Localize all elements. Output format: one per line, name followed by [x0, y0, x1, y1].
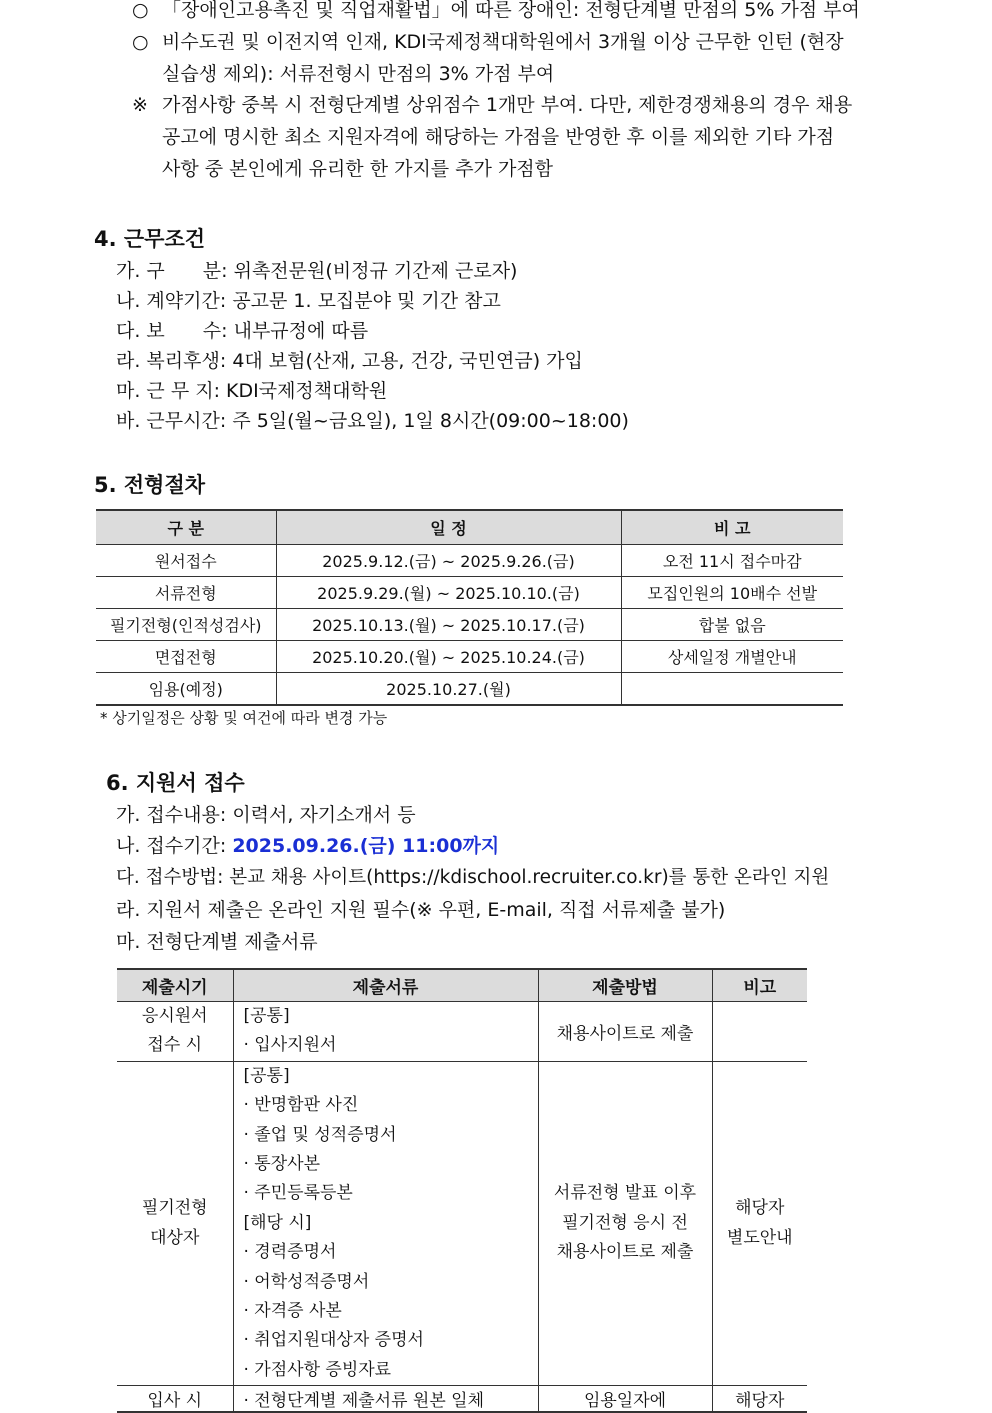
table-row: 서류전형 2025.9.29.(월) ~ 2025.10.10.(금) 모집인원의 10배수 선발: [96, 577, 843, 609]
work-condition-item: 가. 구 분: 위촉전문원(비정규 기간제 근로자): [116, 260, 518, 282]
header-note: 비 고: [621, 510, 843, 545]
application-item: 라. 지원서 제출은 온라인 지원 필수(※ 우편, E-mail, 직접 서류제출 불가): [116, 899, 726, 921]
bullet-circle-icon: ○: [132, 31, 149, 53]
schedule-footnote: * 상기일정은 상황 및 여건에 따라 변경 가능: [100, 709, 388, 727]
work-condition-item: 마. 근 무 지: KDI국제정책대학원: [116, 380, 388, 402]
bullet-regional-bonus: ○ 비수도권 및 이전지역 인재, KDI국제정책대학원에서 3개월 이상 근무한 인턴 (현장: [132, 26, 897, 58]
table-header-row: [96, 510, 843, 545]
table-row: 원서접수 2025.9.12.(금) ~ 2025.9.26.(금) 오전 11시 접수마감: [96, 545, 843, 577]
header-stage: 구 분: [96, 510, 276, 545]
header-documents: 제출서류: [233, 969, 538, 1002]
header-schedule: 일 정: [276, 510, 621, 545]
bullet-disabled-bonus: ○ 「장애인고용촉진 및 직업재활법」에 따른 장애인: 전형단계별 만점의 5% 가점 부여: [132, 0, 897, 26]
section-title-work-conditions: 4. 근무조건: [94, 227, 206, 251]
section-title-application: 6. 지원서 접수: [106, 771, 245, 795]
application-item: 나. 접수기간: 2025.09.26.(금) 11:00까지: [116, 835, 500, 857]
bullet-bonus-note-cont-1: 공고에 명시한 최소 지원자격에 해당하는 가점을 반영한 후 이를 제외한 기타 가점: [162, 126, 835, 148]
selection-schedule-table: [96, 509, 843, 706]
required-documents-table: [117, 968, 807, 1413]
application-item: 다. 접수방법: 본교 채용 사이트(https://kdischool.recruiter.co.kr)를 통한 온라인 지원: [116, 867, 830, 888]
bullet-circle-icon: ○: [132, 0, 149, 21]
table-row: 응시원서 접수 시 [공통] · 입사지원서 채용사이트로 제출: [117, 1002, 807, 1062]
bullet-regional-bonus-cont: 실습생 제외): 서류전형시 만점의 3% 가점 부여: [162, 63, 555, 85]
table-row: 임용(예정) 2025.10.27.(월): [96, 673, 843, 706]
deadline-highlight: 2025.09.26.(금) 11:00까지: [232, 835, 500, 857]
bullet-bonus-note-cont-2: 사항 중 본인에게 유리한 한 가지를 추가 가점함: [162, 158, 554, 180]
header-submit-time: 제출시기: [117, 969, 233, 1002]
table-row: 필기전형 대상자 [공통] · 반명함판 사진 · 졸업 및 성적증명서 · 통장사본 · 주민등록등본 [해당 시] · 경력증명서 · 어학성적증명서 · 자격증 사본 · 취업지원대상자 증명서 · 가점사항 증빙자료 서류전형 발표 이후 필기전형 응시 전 채용사이트로 제출 해당자 별도안내: [117, 1061, 807, 1385]
table-row: 면접전형 2025.10.20.(월) ~ 2025.10.24.(금) 상세일정 개별안내: [96, 641, 843, 673]
table-row: 필기전형(인적성검사) 2025.10.13.(월) ~ 2025.10.17.(금) 합불 없음: [96, 609, 843, 641]
work-condition-item: 나. 계약기간: 공고문 1. 모집분야 및 기간 참고: [116, 290, 501, 312]
table-row: 입사 시 · 전형단계별 제출서류 원본 일체 임용일자에 해당자: [117, 1386, 807, 1413]
application-item: 마. 전형단계별 제출서류: [116, 931, 318, 953]
work-condition-item: 바. 근무시간: 주 5일(월~금요일), 1일 8시간(09:00~18:00): [116, 410, 629, 432]
application-item: 가. 접수내용: 이력서, 자기소개서 등: [116, 804, 416, 826]
header-method: 제출방법: [538, 969, 712, 1002]
work-condition-item: 다. 보 수: 내부규정에 따름: [116, 320, 369, 342]
section-title-selection-process: 5. 전형절차: [94, 473, 206, 497]
reference-mark-icon: ※: [132, 94, 148, 116]
header-remarks: 비고: [712, 969, 807, 1002]
bullet-bonus-note: ※ 가점사항 중복 시 전형단계별 상위점수 1개만 부여. 다만, 제한경쟁채용의 경우 채용: [132, 89, 897, 121]
table-header-row: [117, 969, 807, 1002]
work-condition-item: 라. 복리후생: 4대 보험(산재, 고용, 건강, 국민연금) 가입: [116, 350, 583, 372]
